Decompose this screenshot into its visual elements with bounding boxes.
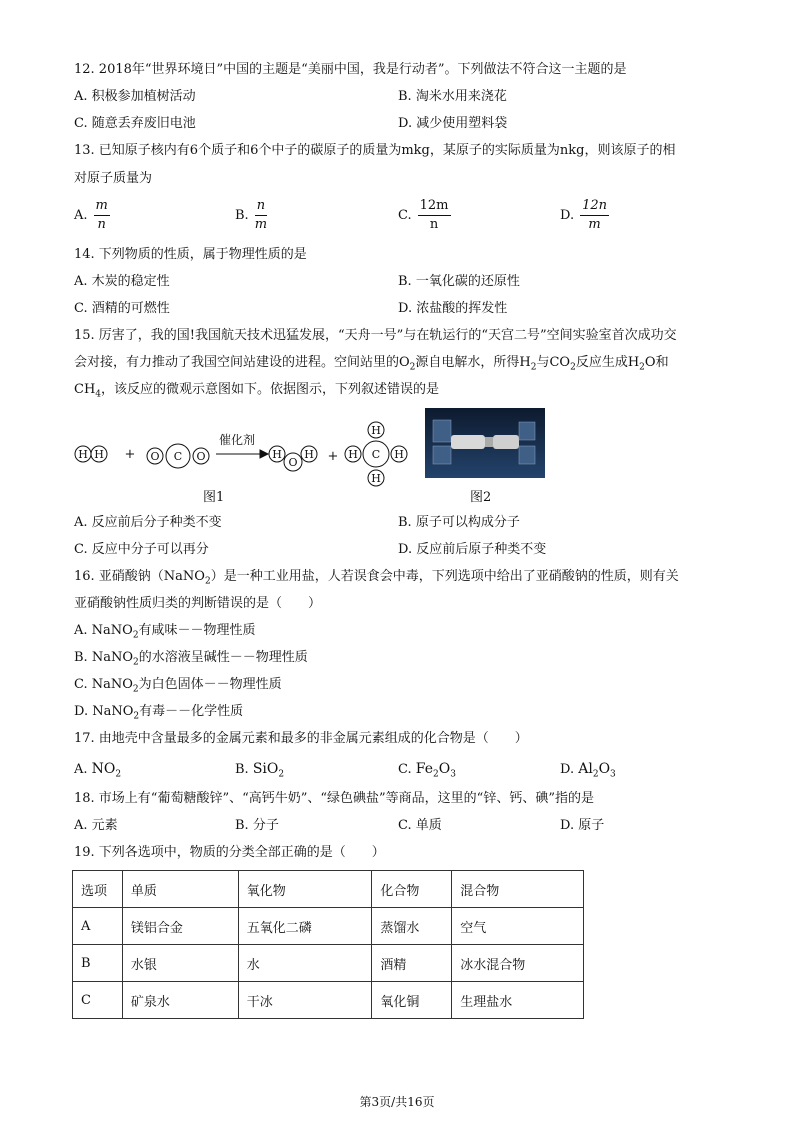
table-cell: 氧化铜	[372, 982, 452, 1019]
table-cell: 蒸馏水	[372, 908, 452, 945]
h2o-molecule	[269, 446, 317, 471]
q14-option-d: D. 浓盐酸的挥发性	[398, 301, 508, 316]
table-cell: 干冰	[238, 982, 372, 1019]
denominator: n	[97, 217, 106, 232]
option-label: C.	[398, 208, 412, 223]
table-cell: 镁铝合金	[122, 908, 238, 945]
h2-molecule	[75, 446, 107, 462]
q13-option-a	[74, 198, 110, 233]
table-cell: 矿泉水	[122, 982, 238, 1019]
table-header-cell: 混合物	[452, 871, 584, 908]
classification-table	[72, 870, 584, 1019]
q16-stem-line2: 亚硝酸钠性质归类的判断错误的是（ ）	[74, 596, 322, 611]
table-header-cell: 化合物	[372, 871, 452, 908]
table-row	[73, 908, 584, 945]
q15-option-c: C. 反应中分子可以再分	[74, 542, 209, 557]
q15-option-d: D. 反应前后原子种类不变	[398, 542, 547, 557]
table-cell: B	[73, 945, 123, 982]
q12-option-d: D. 减少使用塑料袋	[398, 116, 508, 131]
table-header-row	[73, 871, 584, 908]
catalyst-label: 催化剂	[218, 433, 256, 447]
q16-option-b: B. NaNO$_2$的水溶液呈碱性－－物理性质	[74, 650, 308, 668]
reaction-diagram	[70, 416, 420, 488]
table-cell: A	[73, 908, 123, 945]
table-cell: 水银	[122, 945, 238, 982]
numerator: m	[94, 198, 110, 216]
atom-label: H	[78, 448, 88, 461]
q17-option-b: B. SiO$_2$	[235, 761, 285, 780]
table-cell: 酒精	[372, 945, 452, 982]
q18-option-a: A. 元素	[74, 818, 118, 833]
table-cell: 水	[238, 945, 372, 982]
q15-stem-line3: $CH_4$，该反应的微观示意图如下。依据图示，下列叙述错误的是	[74, 382, 440, 400]
q18-option-c: C. 单质	[398, 818, 442, 833]
q16-option-c: C. NaNO$_2$为白色固体－－物理性质	[74, 677, 282, 695]
q15-option-a: A. 反应前后分子种类不变	[74, 515, 222, 530]
table-cell: 五氧化二磷	[238, 908, 372, 945]
q13-stem-line2: 对原子质量为	[74, 171, 153, 186]
q17-option-a: A. $NO_2$	[74, 761, 122, 780]
q14-option-c: C. 酒精的可燃性	[74, 301, 170, 316]
q17-option-c: C. $Fe_2O_3$	[398, 761, 456, 780]
q13-option-d	[560, 198, 609, 233]
ch4-molecule	[345, 422, 407, 486]
table-cell: 冰水混合物	[452, 945, 584, 982]
q15-stem-line1: 15. 厉害了，我的国!我国航天技术迅猛发展，“天舟一号”与在轨运行的“天宫二号”空间实验室首次成功交	[74, 328, 677, 343]
numerator: n	[255, 198, 267, 216]
denominator: n	[429, 217, 439, 232]
table-header-cell: 选项	[73, 871, 123, 908]
atom-label: H	[371, 472, 381, 485]
atom-label: H	[371, 424, 381, 437]
option-label: A.	[74, 208, 88, 223]
option-label: B.	[235, 208, 249, 223]
q18-option-b: B. 分子	[235, 818, 279, 833]
atom-label: H	[348, 448, 358, 461]
q16-option-d: D. NaNO$_2$有毒－－化学性质	[74, 704, 244, 722]
plus-sign: +	[327, 449, 339, 464]
option-label: D.	[560, 208, 575, 223]
table-row	[73, 982, 584, 1019]
plus-sign: +	[124, 447, 136, 462]
arrow-head	[260, 450, 268, 458]
atom-label: H	[304, 448, 314, 461]
figure-1-caption: 图1	[203, 490, 225, 505]
atom-label: O	[288, 456, 298, 469]
table-header-cell: 氧化物	[238, 871, 372, 908]
fraction	[580, 198, 609, 233]
atom-label: H	[272, 448, 282, 461]
denominator: m	[588, 217, 601, 232]
table-header-cell: 单质	[122, 871, 238, 908]
table-cell: 生理盐水	[452, 982, 584, 1019]
fraction	[255, 198, 267, 233]
fraction	[94, 198, 110, 233]
q16-stem-line1: 16. 亚硝酸钠（NaNO$_2$）是一种工业用盐，人若误食会中毒，下列选项中给出了亚硝酸钠的性质，则有关	[74, 569, 679, 587]
atom-label: C	[173, 450, 183, 463]
table-cell: C	[73, 982, 123, 1019]
q14-option-a: A. 木炭的稳定性	[74, 274, 170, 289]
q13-option-c	[398, 198, 451, 233]
q13-stem-line1: 13. 已知原子核内有6个质子和6个中子的碳原子的质量为mkg，某原子的实际质量为nkg，则该原子的相	[74, 143, 676, 158]
fraction	[418, 198, 451, 233]
q15-option-b: B. 原子可以构成分子	[398, 515, 520, 530]
q12-option-a: A. 积极参加植树活动	[74, 89, 196, 104]
page-footer: 第3页/共16页	[359, 1095, 435, 1109]
atom-label: O	[196, 450, 206, 463]
q14-option-b: B. 一氧化碳的还原性	[398, 274, 520, 289]
q12-stem: 12. 2018年“世界环境日”中国的主题是“美丽中国，我是行动者”。下列做法不符合这一主题的是	[74, 62, 627, 77]
atom-label: O	[150, 450, 160, 463]
table-cell: 空气	[452, 908, 584, 945]
q18-option-d: D. 原子	[560, 818, 605, 833]
q17-option-d: D. $Al_2O_3$	[560, 761, 616, 780]
q13-option-b	[235, 198, 267, 233]
atom-label: H	[394, 448, 404, 461]
q14-stem: 14. 下列物质的性质，属于物理性质的是	[74, 247, 307, 262]
denominator: m	[254, 217, 268, 232]
space-station-image	[425, 408, 545, 478]
atom-label: H	[94, 448, 104, 461]
figure-2-caption: 图2	[470, 490, 492, 505]
q15-stem-line2: 会对接，有力推动了我国空间站建设的进程。空间站里的$O_2$源自电解水，所得$H_2$与$CO_2$反应生成$H_2O$和	[74, 355, 669, 373]
numerator: 12m	[418, 198, 451, 216]
q12-option-c: C. 随意丢弃废旧电池	[74, 116, 196, 131]
atom-label: C	[371, 448, 381, 461]
co2-molecule	[147, 444, 209, 468]
q16-option-a: A. NaNO$_2$有咸味－－物理性质	[74, 623, 256, 641]
numerator: 12n	[580, 198, 609, 216]
q19-stem: 19. 下列各选项中，物质的分类全部正确的是（ ）	[74, 845, 385, 860]
q12-option-b: B. 淘米水用来浇花	[398, 89, 507, 104]
q18-stem: 18. 市场上有“葡萄糖酸锌”、“高钙牛奶”、“绿色碘盐”等商品，这里的“锌、钙、碘”指的是	[74, 791, 594, 806]
table-row	[73, 945, 584, 982]
q17-stem: 17. 由地壳中含量最多的金属元素和最多的非金属元素组成的化合物是（ ）	[74, 731, 528, 746]
